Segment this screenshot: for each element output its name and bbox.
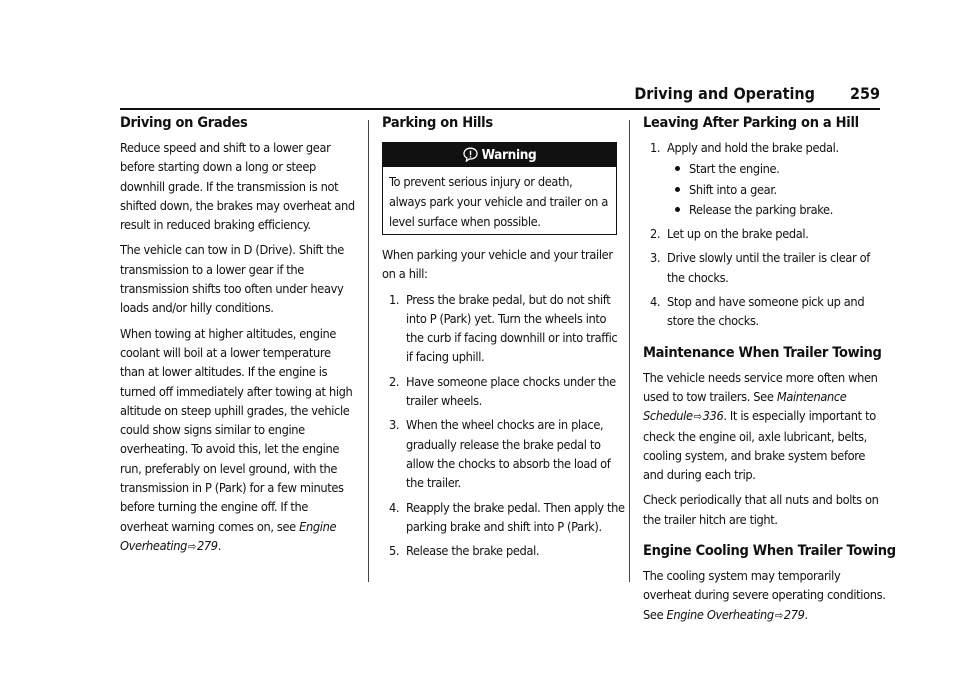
section-title: Driving and Operating [634, 84, 815, 103]
list-item: 3. When the wheel chocks are in place, gradually release the brake pedal to allow the chocks to absorb the load of the trailer. [389, 417, 611, 491]
heading-maintenance: Maintenance When Trailer Towing [643, 344, 882, 361]
paragraph: When parking your vehicle and your trailer on a hill: [382, 247, 613, 282]
page-ref[interactable]: 336 [702, 408, 724, 424]
warning-label: Warning [481, 147, 537, 163]
heading-leaving-after-parking: Leaving After Parking on a Hill [643, 115, 859, 131]
list-item: 3. Drive slowly until the trailer is clear of the chocks. [650, 250, 870, 285]
page-ref[interactable]: 279 [196, 537, 218, 553]
list-item: 1. Apply and hold the brake pedal. Start the engine. Shift into a gear. Release the parking brake. [643, 138, 883, 219]
list-item: 5. Release the brake pedal. [389, 543, 540, 559]
heading-driving-on-grades: Driving on Grades [120, 115, 248, 131]
paragraph: When towing at higher altitudes, engine coolant will boil at a lower temperature than at lower altitudes. If the engine is turned off immediately after towing at high altitude on steep uphill grades, the vehicle could show signs similar to engine overheating. To avoid this, let the engine run, preferably on level ground, with the transmission in P (Park) for a few minutes before turning the engine off. If the overheat warning comes on, see Engine Overheating⇨279. [120, 325, 353, 553]
column-divider-2 [629, 120, 630, 582]
list-item: 2. Let up on the brake pedal. [650, 226, 809, 242]
paragraph: Reduce speed and shift to a lower gear before starting down a long or steep downhill grade. If the transmission is not shifted down, the brakes may overheat and result in reduced braking efficiency. [120, 140, 355, 233]
heading-parking-on-hills: Parking on Hills [382, 115, 493, 131]
link-maintenance-schedule[interactable]: Maintenance Schedule [643, 388, 847, 424]
warning-bubble-icon [463, 147, 478, 162]
bullet-item: Start the engine. [667, 159, 883, 178]
page-ref[interactable]: 279 [783, 606, 805, 622]
leaving-steps [643, 138, 883, 331]
paragraph: The vehicle needs service more often when used to tow trailers. See Maintenance Schedule⇨336. It is especially important to check the engine oil, axle lubricant, belts, cooling system, and brake system before and during each trip. [643, 369, 878, 483]
list-item: 4. Reapply the brake pedal. Then apply the parking brake and shift into P (Park). [389, 499, 625, 534]
heading-engine-cooling: Engine Cooling When Trailer Towing [643, 543, 896, 560]
paragraph: Check periodically that all nuts and bolts on the trailer hitch are tight. [643, 492, 879, 527]
header-rule [120, 108, 880, 110]
column-1 [120, 113, 355, 562]
column-divider-1 [368, 120, 369, 582]
warning-text: To prevent serious injury or death, always park your vehicle and trailer on a level surface when possible. [389, 174, 608, 229]
list-item: 4. Stop and have someone pick up and store the chocks. [650, 294, 865, 329]
bullet-list [667, 159, 883, 219]
page-header [0, 84, 880, 103]
paragraph: The vehicle can tow in D (Drive). Shift the transmission to a lower gear if the transmission shifts too often under heavy loads and/or hilly conditions. [120, 242, 344, 316]
bullet-item: Release the parking brake. [667, 200, 883, 219]
page-number: 259 [849, 84, 880, 103]
bullet-item: Shift into a gear. [667, 180, 883, 199]
link-engine-overheating[interactable]: Engine Overheating [666, 606, 774, 622]
arrow-circle-icon: ⇨ [774, 608, 783, 622]
list-item: 2. Have someone place chocks under the trailer wheels. [389, 373, 616, 409]
link-engine-overheating[interactable]: Engine Overheating [120, 518, 337, 553]
column-3 [643, 113, 896, 631]
arrow-circle-icon: ⇨ [188, 539, 196, 553]
parking-steps [382, 290, 625, 561]
paragraph: The cooling system may temporarily overheat during severe operating conditions. See Engine Overheating⇨279. [643, 568, 886, 622]
list-item: 1. Press the brake pedal, but do not shift into P (Park) yet. Turn the wheels into the curb if facing downhill or into traffic if facing uphill. [389, 291, 618, 365]
column-2 [382, 113, 625, 565]
arrow-circle-icon: ⇨ [693, 410, 702, 424]
warning-header [383, 143, 616, 167]
warning-box [382, 142, 617, 235]
